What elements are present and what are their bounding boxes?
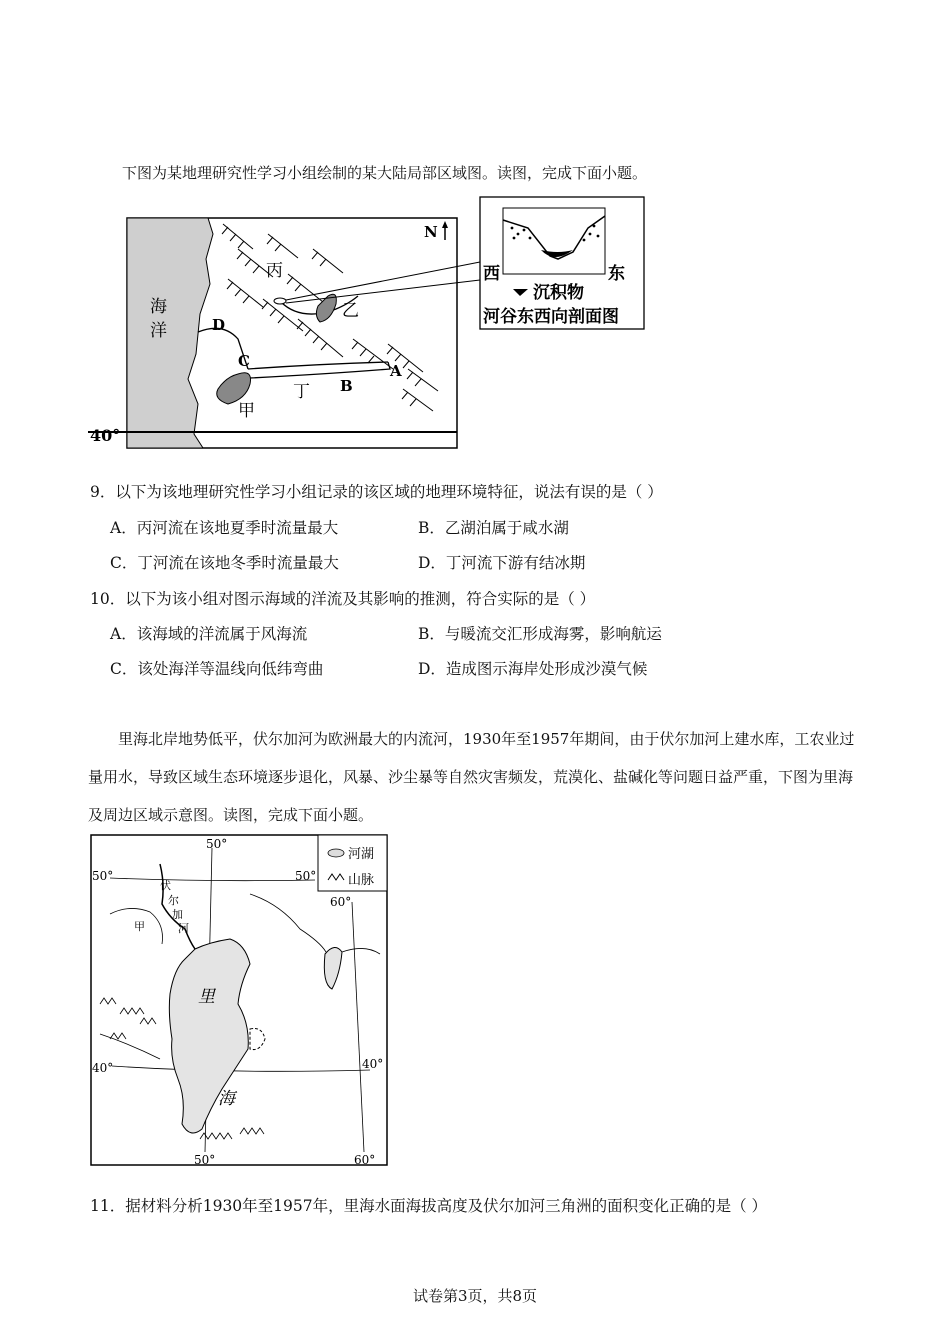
ocean-label-2: 洋 [150,321,167,341]
intro-text-1: 下图为某地理研究性学习小组绘制的某大陆局部区域图。读图，完成下面小题。 [122,164,648,182]
lat-50-right: 50° [295,869,317,883]
lon-60-bottom: 60° [354,1153,376,1167]
caspian-region-map [90,834,390,1168]
q9-stem: 9．以下为该地理研究性学习小组记录的该区域的地理环境特征，说法有误的是（ ） [90,483,663,501]
label-D: D [212,316,226,334]
river-char-4: 河 [178,922,189,935]
q10-option-d[interactable]: D．造成图示海岸处形成沙漠气候 [418,660,648,678]
page-footer: 试卷第3页，共8页 [412,1287,538,1305]
lat-40-left: 40° [92,1061,114,1075]
north-label: N [424,223,438,241]
q9-option-a[interactable]: A．丙河流在该地夏季时流量最大 [110,519,339,537]
latitude-label: 40° [90,426,121,445]
legend-mountain-label: 山脉 [348,873,375,888]
caspian-paragraph: 里海北岸地势低平，伏尔加河为欧洲最大的内流河，1930年至1957年期间，由于伏尔加河上建水库，工农业过量用水，导致区域生态环境逐步退化，风暴、沙尘暴等自然灾害频发，荒漠化、盐碱化等问题日益严重，下图为里海及周边区域示意图。读图，完成下面小题。 [88,730,855,824]
label-C: C [238,352,250,370]
lon-60-top: 60° [330,895,352,909]
inset-east: 东 [608,264,625,284]
q9-option-c[interactable]: C．丁河流在该地冬季时流量最大 [110,554,339,572]
lat-50-left: 50° [92,869,114,883]
q10-option-c[interactable]: C．该处海洋等温线向低纬弯曲 [110,660,324,678]
sea-label-1: 里 [198,987,215,1007]
inset-legend: 沉积物 [533,283,584,303]
q11-stem: 11．据材料分析1930年至1957年，里海水面海拔高度及伏尔加河三角洲的面积变化正确的是（ ） [90,1197,768,1215]
q9-option-b[interactable]: B．乙湖泊属于咸水湖 [418,519,569,537]
label-A: A [390,362,402,380]
ocean-label-1: 海 [150,297,167,317]
q10-option-a[interactable]: A．该海域的洋流属于风海流 [110,625,308,643]
lon-50-top: 50° [206,837,228,851]
label-bing: 丙 [266,261,283,281]
lon-50-bottom: 50° [194,1153,216,1167]
sea-label-2: 海 [218,1089,235,1109]
label-yi: 乙 [342,301,359,321]
lat-40-right: 40° [362,1057,384,1071]
label-jia: 甲 [238,401,255,421]
legend-lake-label: 河湖 [348,847,375,862]
continent-region-map [88,194,648,450]
label-B: B [340,377,353,395]
label-jia-2: 甲 [134,920,145,933]
river-char-3: 加 [172,908,183,921]
inset-caption: 河谷东西向剖面图 [483,307,619,327]
inset-west: 西 [483,264,500,284]
river-char-2: 尔 [168,894,179,907]
label-ding: 丁 [293,382,310,402]
q10-stem: 10．以下为该小组对图示海域的洋流及其影响的推测，符合实际的是（ ） [90,590,596,608]
q9-option-d[interactable]: D．丁河流下游有结冰期 [418,554,586,572]
legend-lake-icon [328,849,344,857]
river-char-1: 伏 [160,879,171,892]
q10-option-b[interactable]: B．与暖流交汇形成海雾，影响航运 [418,625,662,643]
